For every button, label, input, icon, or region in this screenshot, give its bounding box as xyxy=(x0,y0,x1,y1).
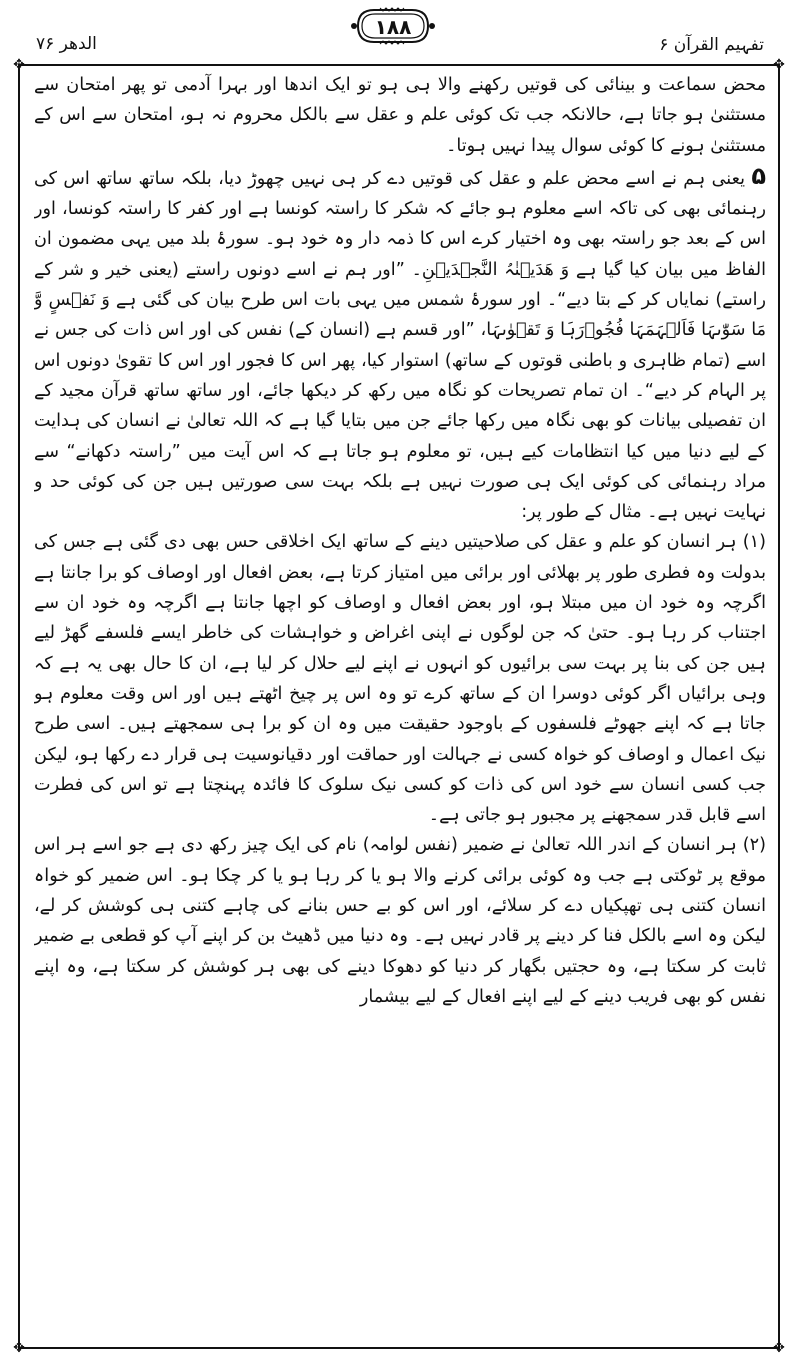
paragraph xyxy=(34,527,766,830)
paragraph-text: (۱) ہر انسان کو علم و عقل کی صلاحیتیں دینے کے ساتھ ایک اخلاقی حس بھی دی گئی ہے جس کی بدولت وہ فطری طور پر بھلائی اور برائی میں امتیاز کرتا ہے، بعض افعال اور اوصاف کو برا جانتا ہے اگرچہ وہ خود ان میں مبتلا ہو، اور بعض افعال و اوصاف کو اچھا جانتا ہے اگرچہ وہ خود ان سے اجتناب کر رہا ہو۔ حتیٰ کہ جن لوگوں نے اپنی اغراض و خواہشات کی خاطر ایسے فلسفے گھڑ لیے ہیں جن کی بنا پر بہت سی برائیوں کو انہوں نے اپنے لیے حلال کر لیا ہے، ان کا حال بھی یہ ہے کہ وہی برائیاں اگر کوئی دوسرا ان کے ساتھ کرے تو وہ اس پر چیخ اٹھتے ہیں اور اس وقت معلوم ہو جاتا ہے کہ اپنے جھوٹے فلسفوں کے باوجود حقیقت میں وہ ان کو برا ہی سمجھتے ہیں۔ اسی طرح نیک اعمال و اوصاف کو خواہ کسی نے جہالت اور حماقت اور دقیانوسیت ہی قرار دے رکھا ہو، لیکن جب کسی انسان سے خود اس کی ذات کو کسی نیک سلوک کا فائدہ پہنچتا ہے تو اس کی فطرت اسے قابل قدر سمجھنے پر مجبور ہو جاتی ہے۔ xyxy=(34,532,766,826)
corner-ornament-icon: ✥ xyxy=(13,1340,25,1356)
paragraph-text: محض سماعت و بینائی کی قوتیں رکھنے والا ہی ہو تو ایک اندھا اور بہرا آدمی تو پھر امتحان سے مستثنیٰ ہو جاتا ہے، حالانکہ جب تک کوئی علم و عقل سے بالکل محروم نہ ہو، امتحان سے اس کے مستثنیٰ ہونے کا کوئی سوال پیدا نہیں ہوتا۔ xyxy=(34,75,766,156)
paragraph xyxy=(34,70,766,161)
page-header xyxy=(0,0,800,60)
surah-running-head: الدھر ۷۶ xyxy=(36,34,97,54)
footnote-number: ۵ xyxy=(751,161,766,190)
commentary-body xyxy=(34,70,766,1345)
corner-ornament-icon: ✥ xyxy=(13,57,25,73)
page-number: ۱۸۸ xyxy=(374,15,412,39)
paragraph xyxy=(34,161,766,528)
paragraph-text: (۲) ہر انسان کے اندر اللہ تعالیٰ نے ضمیر (نفس لوامہ) نام کی ایک چیز رکھ دی ہے جو اسے ہر اس موقع پر ٹوکتی ہے جب وہ کوئی برائی کرنے والا ہو یا کر رہا ہو یا کر چکا ہو۔ اس ضمیر کو خواہ انسان کتنی ہی تھپکیاں دے کر سلائے، اور اس کو بے حس بنانے کی چاہے کتنی ہی کوشش کر لے، لیکن وہ اسے بالکل فنا کر دینے پر قادر نہیں ہے۔ وہ دنیا میں ڈھیٹ بن کر اپنے آپ کو قطعی بے ضمیر ثابت کر سکتا ہے، وہ حجتیں بگھار کر دنیا کو دھوکا دینے کی بھی ہر کوشش کر سکتا ہے، وہ اپنے نفس کو بھی فریب دینے کے لیے اپنے افعال کے لیے بیشمار xyxy=(34,835,766,1007)
corner-ornament-icon: ✥ xyxy=(773,1340,785,1356)
paragraph-text: یعنی ہم نے اسے محض علم و عقل کی قوتیں دے کر ہی نہیں چھوڑ دیا، بلکہ ساتھ ساتھ اس کی رہنمائی بھی کی تاکہ اسے معلوم ہو جائے کہ شکر کا راستہ کونسا ہے اور کفر کا راستہ کونسا، اور اس کے بعد جو راستہ بھی وہ اختیار کرے اس کا ذمہ دار وہ خود ہو۔ سورۂ بلد میں یہی مضمون ان الفاظ میں بیان کیا گیا ہے وَ ھَدَیۡنٰہُ النَّجۡدَیۡنِ۔ ”اور ہم نے اسے دونوں راستے (یعنی خیر و شر کے راستے) نمایاں کر کے بتا دیے“۔ اور سورۂ شمس میں یہی بات اس طرح بیان کی گئی ہے وَ نَفۡسٍ وَّ مَا سَوّٰىہَا فَاَلۡہَمَہَا فُجُوۡرَہَا وَ تَقۡوٰىہَا، ”اور قسم ہے (انسان کے) نفس کی اور اس ذات کی جس نے اسے (تمام ظاہری و باطنی قوتوں کے ساتھ) استوار کیا، پھر اس کا فجور اور اس کا تقویٰ دونوں اس پر الہام کر دیے“۔ ان تمام تصریحات کو نگاہ میں رکھ کر دیکھا جائے، اور ساتھ ساتھ قرآن مجید کے ان تفصیلی بیانات کو بھی نگاہ میں رکھا جائے جن میں بتایا گیا ہے کہ اللہ تعالیٰ نے انسان کی ہدایت کے لیے دنیا میں کیا انتظامات کیے ہیں، تو معلوم ہو جاتا ہے کہ اس آیت میں ”راستہ دکھانے“ سے مراد رہنمائی کی کوئی ایک ہی صورت نہیں ہے بلکہ بہت سی صورتیں ہیں جن کی کوئی حد و نہایت نہیں ہے۔ مثال کے طور پر: xyxy=(34,168,766,523)
corner-ornament-icon: ✥ xyxy=(773,57,785,73)
paragraph xyxy=(34,830,766,1012)
page-number-badge xyxy=(350,6,436,46)
book-running-head: تفہیم القرآن ۶ xyxy=(659,35,764,55)
